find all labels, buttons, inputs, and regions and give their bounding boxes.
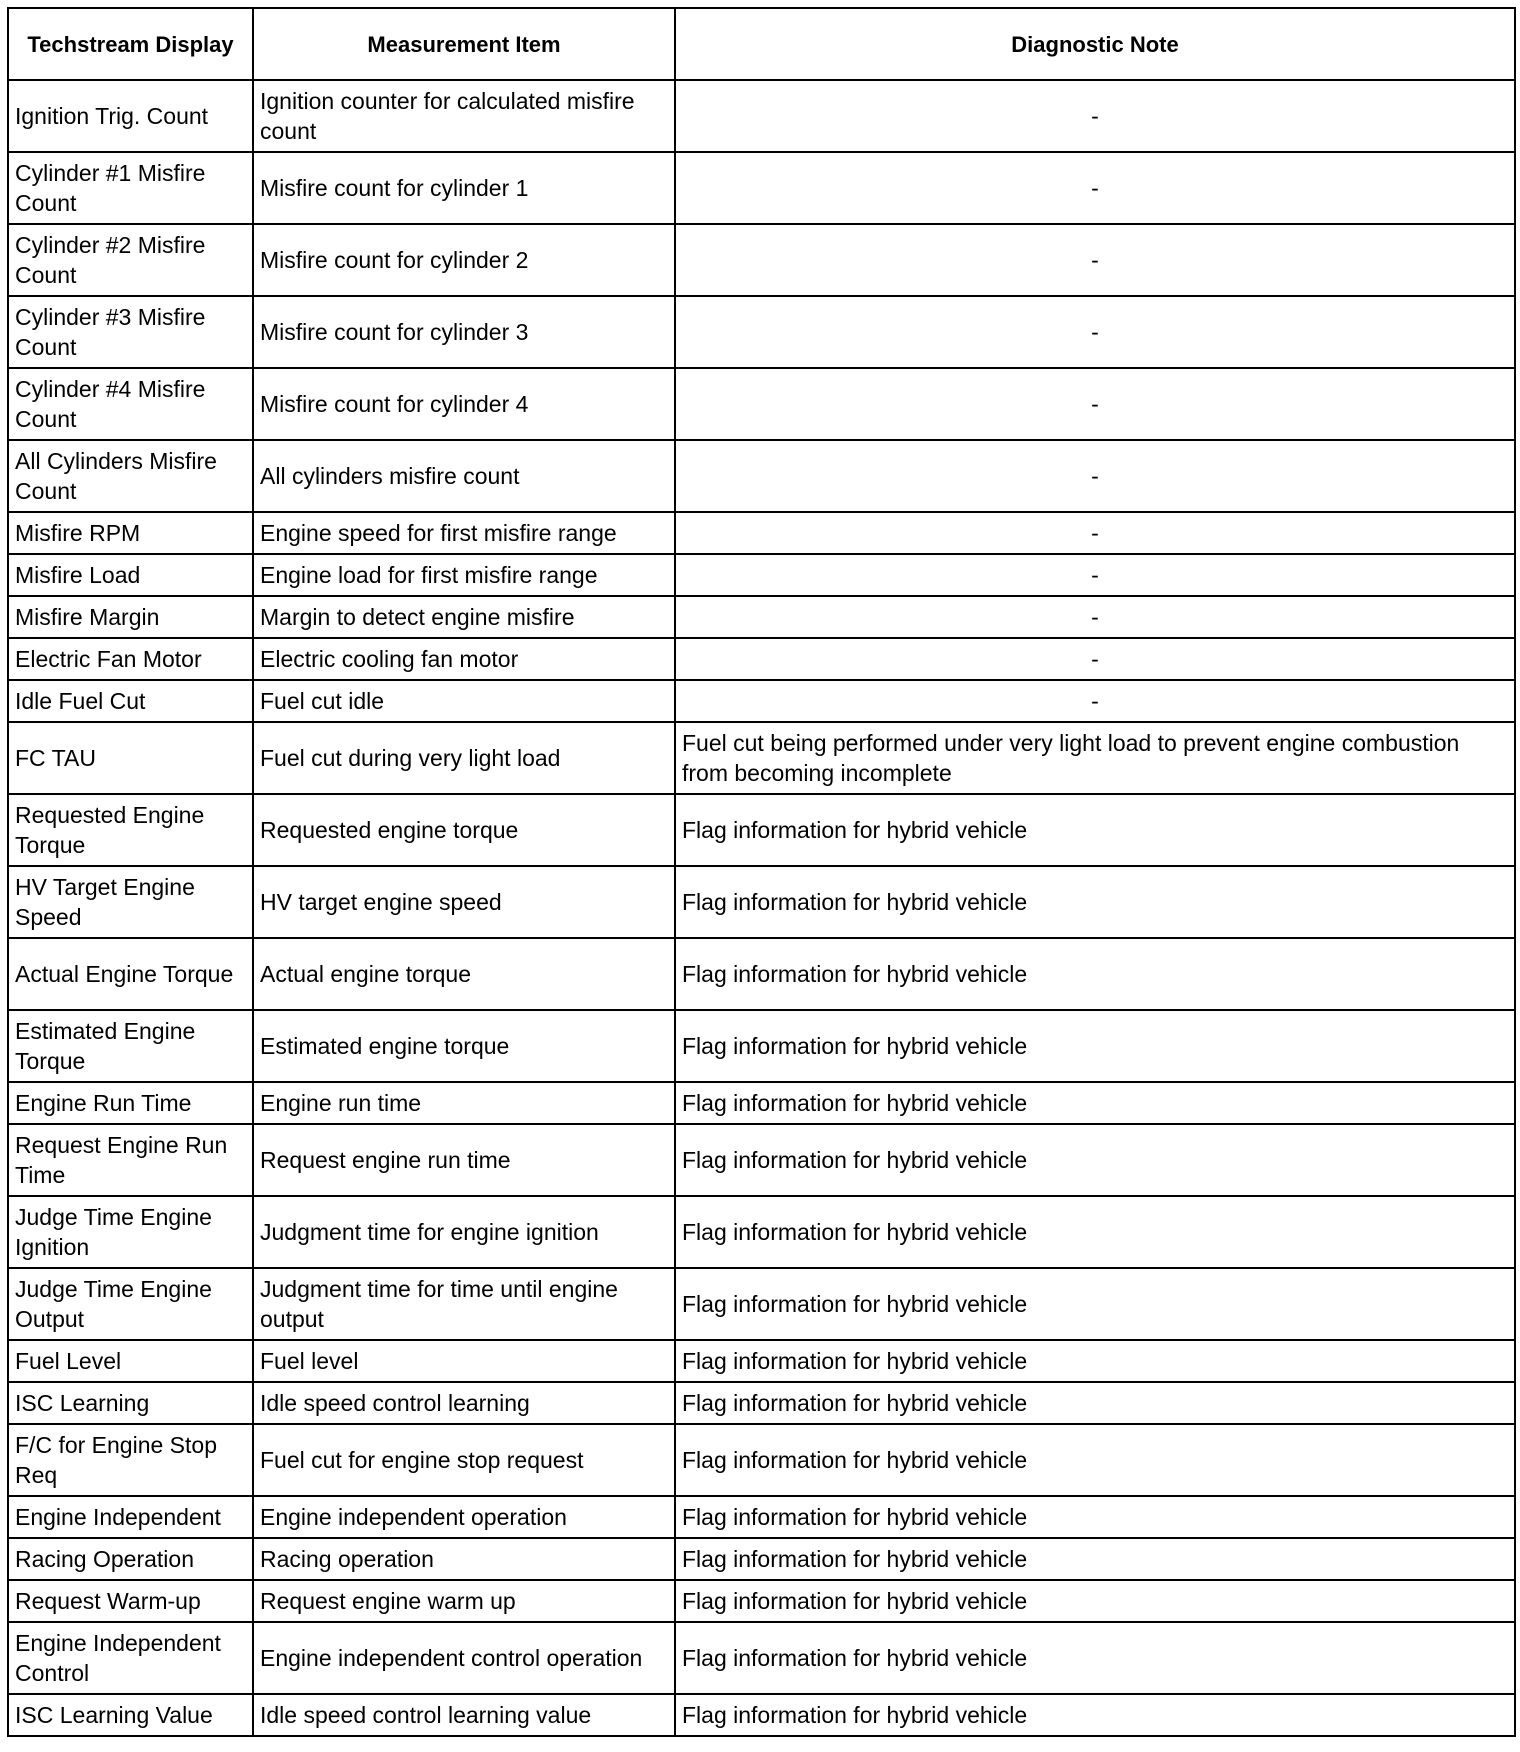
table-row [8, 1082, 1515, 1124]
diagnostic-note-cell: - [675, 554, 1515, 596]
diagnostic-note-cell: Flag information for hybrid vehicle [675, 1694, 1515, 1736]
diagnostic-note-cell: Flag information for hybrid vehicle [675, 866, 1515, 938]
table-row [8, 1268, 1515, 1340]
measurement-item-cell: Engine speed for first misfire range [253, 512, 675, 554]
measurement-item-cell: Electric cooling fan motor [253, 638, 675, 680]
measurement-item-cell: All cylinders misfire count [253, 440, 675, 512]
techstream-display-cell: Cylinder #3 Misfire Count [8, 296, 253, 368]
table-row [8, 866, 1515, 938]
measurement-item-cell: Misfire count for cylinder 1 [253, 152, 675, 224]
table-row [8, 638, 1515, 680]
diagnostic-note-cell: Flag information for hybrid vehicle [675, 1082, 1515, 1124]
table-row [8, 1010, 1515, 1082]
diagnostic-note-cell: - [675, 596, 1515, 638]
table-row [8, 440, 1515, 512]
techstream-display-cell: Ignition Trig. Count [8, 80, 253, 152]
measurement-item-cell: Judgment time for engine ignition [253, 1196, 675, 1268]
table-row [8, 1580, 1515, 1622]
measurement-item-cell: Judgment time for time until engine output [253, 1268, 675, 1340]
diagnostic-note-cell: - [675, 224, 1515, 296]
table-row [8, 1496, 1515, 1538]
diagnostic-note-cell: Flag information for hybrid vehicle [675, 794, 1515, 866]
techstream-display-cell: Engine Independent Control [8, 1622, 253, 1694]
table-row [8, 722, 1515, 794]
diagnostic-note-cell: Flag information for hybrid vehicle [675, 1622, 1515, 1694]
measurement-item-cell: Engine independent control operation [253, 1622, 675, 1694]
techstream-display-cell: Estimated Engine Torque [8, 1010, 253, 1082]
diagnostic-note-cell: - [675, 368, 1515, 440]
measurement-item-cell: Margin to detect engine misfire [253, 596, 675, 638]
diagnostic-note-cell: - [675, 638, 1515, 680]
measurement-item-cell: Idle speed control learning value [253, 1694, 675, 1736]
measurement-item-cell: Idle speed control learning [253, 1382, 675, 1424]
techstream-display-cell: Request Warm-up [8, 1580, 253, 1622]
techstream-display-cell: Engine Run Time [8, 1082, 253, 1124]
measurement-item-cell: Fuel cut during very light load [253, 722, 675, 794]
techstream-display-cell: Racing Operation [8, 1538, 253, 1580]
table-row [8, 554, 1515, 596]
measurement-item-cell: Fuel cut idle [253, 680, 675, 722]
table-row [8, 680, 1515, 722]
measurement-item-cell: HV target engine speed [253, 866, 675, 938]
diagnostic-note-cell: Flag information for hybrid vehicle [675, 938, 1515, 1010]
techstream-display-cell: Misfire Load [8, 554, 253, 596]
diagnostic-note-cell: - [675, 152, 1515, 224]
data-list-table [7, 7, 1516, 1737]
table-row [8, 794, 1515, 866]
measurement-item-cell: Estimated engine torque [253, 1010, 675, 1082]
measurement-item-cell: Engine independent operation [253, 1496, 675, 1538]
techstream-display-cell: Misfire Margin [8, 596, 253, 638]
table-row [8, 1196, 1515, 1268]
techstream-display-cell: All Cylinders Misfire Count [8, 440, 253, 512]
diagnostic-note-cell: - [675, 80, 1515, 152]
table-row [8, 368, 1515, 440]
diagnostic-note-cell: - [675, 680, 1515, 722]
table-row [8, 1424, 1515, 1496]
measurement-item-cell: Ignition counter for calculated misfire count [253, 80, 675, 152]
measurement-item-cell: Engine run time [253, 1082, 675, 1124]
techstream-display-cell: ISC Learning [8, 1382, 253, 1424]
measurement-item-cell: Fuel level [253, 1340, 675, 1382]
diagnostic-note-cell: Flag information for hybrid vehicle [675, 1196, 1515, 1268]
measurement-item-cell: Request engine run time [253, 1124, 675, 1196]
table-row [8, 938, 1515, 1010]
table-row [8, 1382, 1515, 1424]
techstream-display-cell: Idle Fuel Cut [8, 680, 253, 722]
diagnostic-note-cell: - [675, 512, 1515, 554]
table-row [8, 80, 1515, 152]
header-diagnostic-note: Diagnostic Note [675, 8, 1515, 80]
techstream-display-cell: Request Engine Run Time [8, 1124, 253, 1196]
header-techstream-display: Techstream Display [8, 8, 253, 80]
diagnostic-note-cell: Fuel cut being performed under very light load to prevent engine combustion from becoming incomplete [675, 722, 1515, 794]
techstream-display-cell: Fuel Level [8, 1340, 253, 1382]
table-row [8, 296, 1515, 368]
measurement-item-cell: Racing operation [253, 1538, 675, 1580]
header-measurement-item: Measurement Item [253, 8, 675, 80]
techstream-display-cell: FC TAU [8, 722, 253, 794]
techstream-display-cell: Engine Independent [8, 1496, 253, 1538]
table-row [8, 1538, 1515, 1580]
techstream-display-cell: HV Target Engine Speed [8, 866, 253, 938]
techstream-display-cell: Judge Time Engine Ignition [8, 1196, 253, 1268]
table-row [8, 596, 1515, 638]
table-row [8, 512, 1515, 554]
techstream-display-cell: ISC Learning Value [8, 1694, 253, 1736]
diagnostic-note-cell: Flag information for hybrid vehicle [675, 1538, 1515, 1580]
diagnostic-note-cell: Flag information for hybrid vehicle [675, 1580, 1515, 1622]
diagnostic-note-cell: Flag information for hybrid vehicle [675, 1268, 1515, 1340]
techstream-display-cell: Requested Engine Torque [8, 794, 253, 866]
diagnostic-note-cell: Flag information for hybrid vehicle [675, 1382, 1515, 1424]
table-row [8, 1622, 1515, 1694]
table-row [8, 1124, 1515, 1196]
techstream-display-cell: F/C for Engine Stop Req [8, 1424, 253, 1496]
measurement-item-cell: Fuel cut for engine stop request [253, 1424, 675, 1496]
diagnostic-note-cell: Flag information for hybrid vehicle [675, 1010, 1515, 1082]
table-row [8, 1694, 1515, 1736]
diagnostic-note-cell: Flag information for hybrid vehicle [675, 1496, 1515, 1538]
techstream-display-cell: Cylinder #2 Misfire Count [8, 224, 253, 296]
measurement-item-cell: Engine load for first misfire range [253, 554, 675, 596]
techstream-display-cell: Electric Fan Motor [8, 638, 253, 680]
diagnostic-note-cell: Flag information for hybrid vehicle [675, 1340, 1515, 1382]
measurement-item-cell: Misfire count for cylinder 2 [253, 224, 675, 296]
diagnostic-note-cell: Flag information for hybrid vehicle [675, 1124, 1515, 1196]
techstream-display-cell: Cylinder #4 Misfire Count [8, 368, 253, 440]
techstream-display-cell: Misfire RPM [8, 512, 253, 554]
diagnostic-note-cell: - [675, 440, 1515, 512]
measurement-item-cell: Requested engine torque [253, 794, 675, 866]
measurement-item-cell: Request engine warm up [253, 1580, 675, 1622]
measurement-item-cell: Actual engine torque [253, 938, 675, 1010]
table-row [8, 224, 1515, 296]
table-row [8, 152, 1515, 224]
techstream-display-cell: Cylinder #1 Misfire Count [8, 152, 253, 224]
table-row [8, 1340, 1515, 1382]
techstream-display-cell: Judge Time Engine Output [8, 1268, 253, 1340]
measurement-item-cell: Misfire count for cylinder 3 [253, 296, 675, 368]
header-row [8, 8, 1515, 80]
measurement-item-cell: Misfire count for cylinder 4 [253, 368, 675, 440]
diagnostic-note-cell: - [675, 296, 1515, 368]
diagnostic-note-cell: Flag information for hybrid vehicle [675, 1424, 1515, 1496]
techstream-display-cell: Actual Engine Torque [8, 938, 253, 1010]
